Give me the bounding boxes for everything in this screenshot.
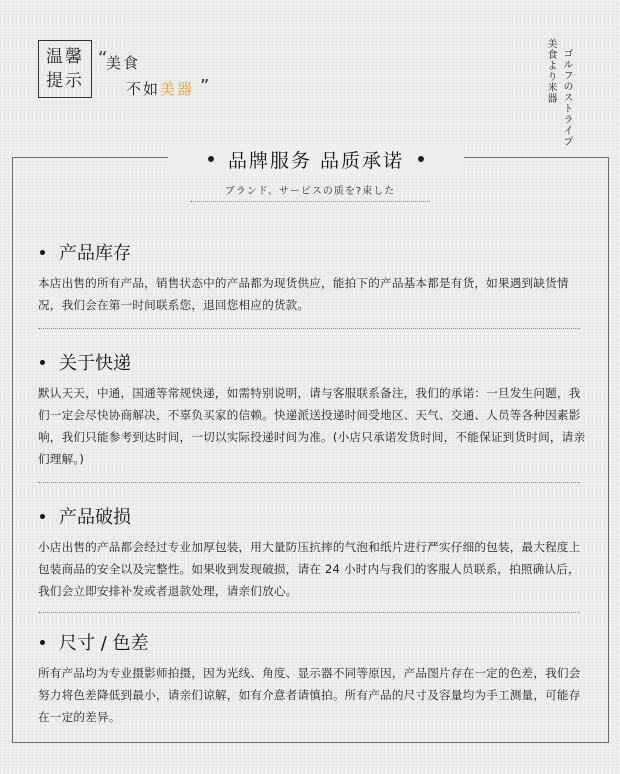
- section-body: 本店出售的所有产品，销售状态中的产品都为现货供应，能拍下的产品基本都是有货，如果遇到缺货情况，我们会在第一时间联系您，退回您相应的货款。: [38, 276, 569, 312]
- section-heading: [40, 504, 588, 528]
- section-shipping: [38, 350, 588, 470]
- notice-label: [38, 40, 92, 98]
- bullet-icon: [40, 640, 45, 645]
- section-divider: [38, 328, 580, 329]
- quote-accent: 美器: [160, 80, 195, 98]
- bullet-icon: [40, 360, 45, 365]
- section-heading-text: 关于快递: [59, 353, 131, 374]
- section-body: 默认天天，中通，国通等常规快递，如需特别说明，请与客服联系备注，我们的承诺：一旦发生问题，我们一定会尽快协商解决，不辜负买家的信赖。快递派送投递时间受地区、天气、交通、人员等各种因素影响，我们只能参考到达时间，一切以实际投递时间为准。(小店只承诺发货时间，不能保证到货时间，请亲们理解。): [38, 386, 586, 466]
- quote-close-mark: ”: [200, 76, 210, 97]
- notice-line-2: 提示: [46, 71, 84, 91]
- section-heading: [40, 240, 588, 264]
- section-divider: [38, 482, 580, 483]
- page-title: 品牌服务 品质承诺: [227, 149, 405, 172]
- bullet-icon: [40, 514, 45, 519]
- vertical-tagline-2: ゴルフのストライプ: [561, 48, 572, 147]
- subtitle-divider: [190, 201, 430, 202]
- section-body: 所有产品均为专业摄影师拍摄，因为光线、角度、显示器不同等原因，产品图片存在一定的色差，我们会努力将色差降低到最小，请亲们谅解，如有介意者请慎拍。所有产品的尺寸及容量均为手工测量，可能存在一定的差异。: [38, 666, 581, 724]
- title-dot-left: [208, 156, 214, 162]
- page-subtitle: ブランド、サービスの质を?束した: [224, 186, 396, 197]
- bullet-icon: [40, 250, 45, 255]
- quote-open-mark: “: [98, 48, 108, 69]
- section-heading-text: 产品破损: [59, 507, 131, 528]
- section-heading-text: 尺寸 / 色差: [59, 633, 149, 654]
- section-damage: [38, 504, 588, 602]
- section-heading: [40, 630, 588, 654]
- section-heading: [40, 350, 588, 374]
- section-stock: [38, 240, 588, 316]
- quote-line-2-prefix: 不如: [126, 80, 161, 98]
- section-heading-text: 产品库存: [59, 243, 131, 264]
- quote-line-1: 美食: [106, 54, 141, 72]
- section-body: 小店出售的产品都会经过专业加厚包装，用大量防压抗摔的气泡和纸片进行严实仔细的包装，最大程度上包装商品的安全以及完整性。如果收到发现破损，请在 24 小时内与我们的客服人员联系，拍照确认后，我们会立即安排补发或者退款处理，请亲们放心。: [38, 540, 581, 598]
- title-dot-right: [418, 156, 424, 162]
- header-title-wrap: [168, 144, 464, 174]
- notice-line-1: 温馨: [46, 47, 84, 67]
- section-divider: [38, 612, 580, 613]
- vertical-tagline-1: 美食より米器: [545, 38, 556, 104]
- quote-line-2: [126, 78, 194, 99]
- section-size-color: [38, 630, 588, 728]
